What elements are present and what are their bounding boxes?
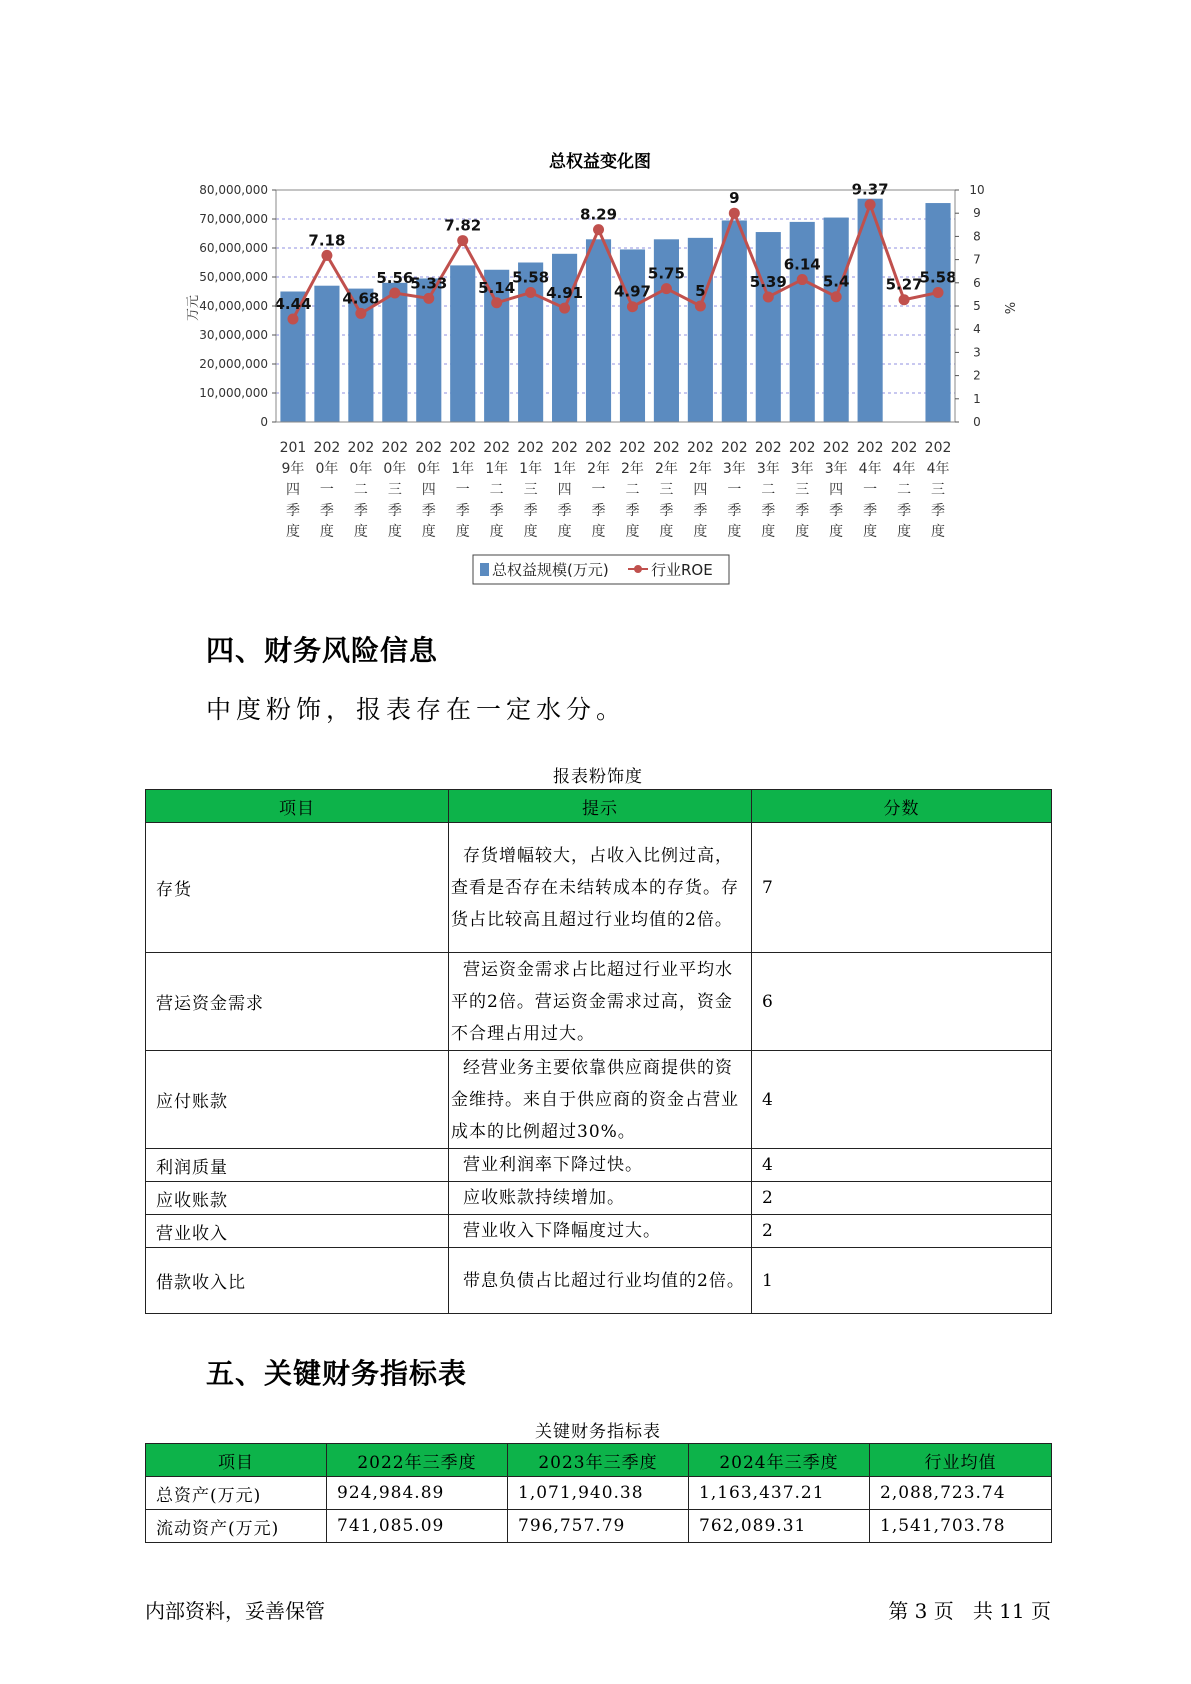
roe-point xyxy=(763,291,774,302)
x-category-label-line: 四 xyxy=(421,482,436,498)
x-category-label-line: 一 xyxy=(727,482,742,498)
header-hint: 提示 xyxy=(449,790,752,823)
roe-point xyxy=(389,288,400,299)
x-category-label-line: 季 xyxy=(591,503,606,519)
risk-score: 7 xyxy=(752,823,1052,953)
y-right-label: % xyxy=(1001,301,1016,315)
risk-hint: 营业利润率下降过快。 xyxy=(449,1149,752,1182)
bar xyxy=(314,286,339,422)
x-category-label-line: 0年 xyxy=(349,461,373,477)
x-category-label-line: 4年 xyxy=(926,461,950,477)
roe-point xyxy=(797,274,808,285)
x-category-label-line: 3年 xyxy=(790,461,814,477)
x-category-label xyxy=(891,440,918,540)
roe-data-label: 5.39 xyxy=(749,272,787,291)
x-category-label-line: 202 xyxy=(822,440,850,456)
x-category-label-line: 4年 xyxy=(858,461,882,477)
x-category-label-line: 二 xyxy=(897,482,912,498)
roe-data-label: 5.4 xyxy=(822,272,850,291)
table-row xyxy=(146,1477,1052,1510)
header-item: 项目 xyxy=(146,1444,327,1477)
x-category-label-line: 季 xyxy=(455,503,470,519)
x-category-label-line: 度 xyxy=(591,524,606,540)
x-category-label-line: 202 xyxy=(585,440,612,456)
x-category-label-line: 度 xyxy=(761,524,776,540)
metric-name: 总资产(万元) xyxy=(146,1477,327,1510)
x-category-label xyxy=(381,440,408,540)
metric-value: 1,541,703.78 xyxy=(870,1510,1052,1543)
x-category-label-line: 202 xyxy=(347,440,375,456)
risk-item: 借款收入比 xyxy=(146,1248,449,1314)
x-category-label-line: 季 xyxy=(285,503,300,519)
x-category-label-line: 季 xyxy=(421,503,436,519)
x-category-label-line: 202 xyxy=(619,440,646,456)
x-category-label-line: 四 xyxy=(829,482,844,498)
y-left-tick-label: 60,000,000 xyxy=(199,241,268,255)
roe-point xyxy=(287,313,298,324)
roe-data-label: 4.44 xyxy=(274,294,312,313)
roe-point xyxy=(525,287,536,298)
metrics-table-caption: 关键财务指标表 xyxy=(535,1422,661,1442)
y-left-tick-label: 20,000,000 xyxy=(199,357,268,371)
risk-summary: 中度粉饰，报表存在一定水分。 xyxy=(206,695,627,724)
y-right-tick-label: 2 xyxy=(973,368,981,383)
x-category-label-line: 度 xyxy=(353,524,368,540)
x-category-label-line: 3年 xyxy=(756,461,780,477)
risk-hint: 营业收入下降幅度过大。 xyxy=(449,1215,752,1248)
x-category-label-line: 二 xyxy=(625,482,640,498)
header-2023q3: 2023年三季度 xyxy=(508,1444,689,1477)
x-category-label-line: 季 xyxy=(693,503,708,519)
bar xyxy=(756,232,781,422)
table-row xyxy=(146,1051,1052,1149)
x-category-label-line: 1年 xyxy=(519,461,543,477)
roe-point xyxy=(593,224,604,235)
x-category-label-line: 二 xyxy=(761,482,776,498)
x-category-label-line: 度 xyxy=(659,524,674,540)
metric-name: 流动资产(万元) xyxy=(146,1510,327,1543)
x-category-label-line: 三 xyxy=(387,482,402,498)
bar xyxy=(722,220,747,422)
header-2022q3: 2022年三季度 xyxy=(327,1444,508,1477)
x-category-label xyxy=(449,440,476,540)
table-row xyxy=(146,1215,1052,1248)
header-2024q3: 2024年三季度 xyxy=(689,1444,870,1477)
chart-legend xyxy=(473,555,729,584)
roe-data-label: 8.29 xyxy=(580,205,618,224)
x-category-label-line: 季 xyxy=(625,503,640,519)
legend-line-marker xyxy=(634,565,642,573)
x-category-label-line: 度 xyxy=(319,524,334,540)
risk-score: 4 xyxy=(752,1149,1052,1182)
x-category-label-line: 0年 xyxy=(383,461,407,477)
risk-hint: 存货增幅较大，占收入比例过高，查看是否存在未结转成本的存货。存货占比较高且超过行业均值的2倍。 xyxy=(449,823,752,953)
x-category-label xyxy=(789,440,816,540)
risk-item: 应付账款 xyxy=(146,1051,449,1149)
roe-data-label: 5 xyxy=(695,282,706,300)
x-category-label-line: 1年 xyxy=(451,461,475,477)
x-category-label xyxy=(823,440,850,540)
x-category-label-line: 季 xyxy=(727,503,742,519)
risk-item: 营运资金需求 xyxy=(146,953,449,1051)
line-series xyxy=(274,181,956,325)
roe-point xyxy=(355,308,366,319)
bar-series xyxy=(280,199,950,422)
bar xyxy=(925,203,950,422)
roe-data-label: 9 xyxy=(729,189,740,208)
table-row xyxy=(146,1149,1052,1182)
roe-point xyxy=(423,293,434,304)
x-category-label-line: 0年 xyxy=(315,461,339,477)
roe-data-label: 5.58 xyxy=(512,268,550,287)
roe-point xyxy=(933,287,944,298)
x-category-label-line: 度 xyxy=(829,524,844,540)
metric-value: 2,088,723.74 xyxy=(870,1477,1052,1510)
roe-point xyxy=(627,301,638,312)
roe-point xyxy=(695,301,706,312)
bar xyxy=(450,265,475,422)
x-category-label-line: 度 xyxy=(387,524,402,540)
risk-table xyxy=(145,789,1052,1314)
bar xyxy=(824,218,849,422)
x-category-label-line: 202 xyxy=(449,440,477,456)
x-category-label xyxy=(619,440,646,540)
x-category-label-line: 度 xyxy=(489,524,504,540)
x-category-label-line: 季 xyxy=(829,503,844,519)
section4-heading: 四、财务风险信息 xyxy=(206,634,439,667)
x-category-label xyxy=(483,440,510,540)
risk-item: 营业收入 xyxy=(146,1215,449,1248)
risk-score: 2 xyxy=(752,1215,1052,1248)
risk-score: 2 xyxy=(752,1182,1052,1215)
table-row xyxy=(146,823,1052,953)
x-category-label-line: 度 xyxy=(795,524,810,540)
y-right-tick-label: 3 xyxy=(973,345,981,360)
y-right-tick-label: 6 xyxy=(973,275,981,290)
roe-point xyxy=(491,297,502,308)
x-category-label-line: 201 xyxy=(279,440,307,456)
legend-bar-swatch xyxy=(480,563,489,576)
x-category-label-line: 季 xyxy=(931,503,946,519)
y-left-label: 万元 xyxy=(186,294,201,322)
roe-data-label: 5.14 xyxy=(478,278,516,297)
roe-data-label: 4.68 xyxy=(342,289,380,308)
x-category-label xyxy=(857,440,884,540)
x-category-label-line: 度 xyxy=(693,524,708,540)
x-category-label-line: 202 xyxy=(856,440,884,456)
roe-data-label: 5.27 xyxy=(885,275,923,294)
x-category-label-line: 0年 xyxy=(417,461,441,477)
roe-point xyxy=(457,235,468,246)
roe-point xyxy=(661,283,672,294)
metric-value: 741,085.09 xyxy=(327,1510,508,1543)
x-category-label-line: 季 xyxy=(863,503,878,519)
x-category-label-line: 9年 xyxy=(281,461,305,477)
y-left-tick-label: 80,000,000 xyxy=(199,183,268,197)
x-category-label-line: 度 xyxy=(455,524,470,540)
x-category-label-line: 季 xyxy=(353,503,368,519)
x-category-label-line: 一 xyxy=(319,482,334,498)
x-category-label-line: 202 xyxy=(415,440,443,456)
x-category-label-line: 三 xyxy=(931,482,946,498)
bar xyxy=(382,283,407,422)
x-category-label-line: 202 xyxy=(517,440,544,456)
metrics-table-header xyxy=(146,1444,1052,1477)
roe-data-label: 7.18 xyxy=(308,231,346,250)
x-category-label-line: 季 xyxy=(897,503,912,519)
equity-chart-svg xyxy=(0,0,1191,600)
y-right-tick-label: 7 xyxy=(973,252,981,267)
x-category-label-line: 一 xyxy=(863,482,878,498)
x-category-label-line: 202 xyxy=(653,440,680,456)
risk-item: 存货 xyxy=(146,823,449,953)
x-category-label-line: 2年 xyxy=(688,461,712,477)
y-right-tick-label: 8 xyxy=(973,229,981,244)
x-category-label xyxy=(687,440,714,540)
x-category-label xyxy=(280,440,307,540)
table-row xyxy=(146,1510,1052,1543)
x-category-label xyxy=(653,440,680,540)
x-category-label-line: 季 xyxy=(523,503,538,519)
roe-data-label: 4.91 xyxy=(546,284,584,303)
bar xyxy=(688,238,713,422)
x-category-label xyxy=(415,440,442,540)
y-left-tick-label: 70,000,000 xyxy=(199,212,268,226)
roe-data-label: 7.82 xyxy=(444,216,482,235)
x-category-label xyxy=(925,440,952,540)
x-category-label-line: 1年 xyxy=(485,461,509,477)
x-category-label xyxy=(517,440,544,540)
x-category-label-line: 一 xyxy=(455,482,470,498)
x-category-label-line: 度 xyxy=(285,524,300,540)
x-category-label-line: 三 xyxy=(523,482,538,498)
x-category-label-line: 度 xyxy=(523,524,538,540)
roe-data-label: 9.37 xyxy=(851,180,889,199)
chart-title: 总权益变化图 xyxy=(549,152,651,172)
y-right-tick-label: 0 xyxy=(973,415,981,429)
roe-point xyxy=(559,303,570,314)
y-left-tick-label: 0 xyxy=(260,415,268,429)
metric-value: 762,089.31 xyxy=(689,1510,870,1543)
x-category-label-line: 季 xyxy=(319,503,334,519)
risk-score: 4 xyxy=(752,1051,1052,1149)
legend-line-label: 行业ROE xyxy=(651,561,713,579)
table-row xyxy=(146,953,1052,1051)
risk-item: 利润质量 xyxy=(146,1149,449,1182)
x-category-label-line: 3年 xyxy=(824,461,848,477)
x-category-label-line: 2年 xyxy=(621,461,644,477)
y-right-tick-label: 10 xyxy=(969,183,985,197)
risk-table-caption: 报表粉饰度 xyxy=(553,767,643,787)
roe-point xyxy=(865,199,876,210)
x-category-label-line: 三 xyxy=(795,482,810,498)
risk-score: 1 xyxy=(752,1248,1052,1314)
x-category-label-line: 度 xyxy=(421,524,436,540)
x-category-label-line: 202 xyxy=(924,440,952,456)
metrics-table xyxy=(145,1443,1052,1543)
metric-value: 1,163,437.21 xyxy=(689,1477,870,1510)
roe-point xyxy=(831,291,842,302)
footer-page-number: 第 3 页 共 11 页 xyxy=(888,1599,1051,1623)
x-category-label-line: 季 xyxy=(761,503,776,519)
roe-data-label: 5.75 xyxy=(647,264,685,283)
x-category-label-line: 季 xyxy=(659,503,674,519)
x-category-label xyxy=(348,440,375,540)
x-category-label-line: 度 xyxy=(625,524,640,540)
x-category-label xyxy=(314,440,341,540)
roe-data-label: 5.33 xyxy=(410,274,448,293)
header-item: 项目 xyxy=(146,790,449,823)
x-category-label xyxy=(721,440,748,540)
x-category-label-line: 202 xyxy=(483,440,511,456)
metric-value: 796,757.79 xyxy=(508,1510,689,1543)
x-category-label-line: 度 xyxy=(863,524,878,540)
y-left-tick-label: 10,000,000 xyxy=(199,386,268,400)
x-category-label xyxy=(755,440,782,540)
roe-point xyxy=(321,250,332,261)
equity-chart xyxy=(0,0,1191,600)
x-category-label xyxy=(585,440,612,540)
x-category-label-line: 202 xyxy=(890,440,918,456)
risk-hint: 经营业务主要依靠供应商提供的资金维持。来自于供应商的资金占营业成本的比例超过30%。 xyxy=(449,1051,752,1149)
x-category-label-line: 季 xyxy=(795,503,810,519)
roe-data-label: 5.56 xyxy=(376,269,414,288)
x-category-label-line: 一 xyxy=(591,482,606,498)
bar xyxy=(790,222,815,422)
bar xyxy=(620,249,645,422)
x-category-label-line: 度 xyxy=(897,524,912,540)
bar xyxy=(552,254,577,422)
risk-table-header xyxy=(146,790,1052,823)
y-left-tick-label: 50,000,000 xyxy=(199,270,268,284)
legend-bar-label: 总权益规模(万元) xyxy=(492,561,609,579)
x-category-label-line: 度 xyxy=(557,524,572,540)
roe-point xyxy=(729,208,740,219)
x-category-label-line: 二 xyxy=(353,482,368,498)
table-row xyxy=(146,1182,1052,1215)
x-category-label-line: 季 xyxy=(489,503,504,519)
risk-hint: 营运资金需求占比超过行业平均水平的2倍。营运资金需求过高，资金不合理占用过大。 xyxy=(449,953,752,1051)
y-right-tick-label: 4 xyxy=(973,322,981,337)
risk-item: 应收账款 xyxy=(146,1182,449,1215)
bar xyxy=(586,239,611,422)
y-right-tick-label: 9 xyxy=(973,206,981,221)
header-industry-avg: 行业均值 xyxy=(870,1444,1052,1477)
table-row xyxy=(146,1248,1052,1314)
metric-value: 924,984.89 xyxy=(327,1477,508,1510)
x-category-label-line: 四 xyxy=(557,482,572,498)
x-category-label-line: 二 xyxy=(489,482,504,498)
x-category-label-line: 4年 xyxy=(892,461,916,477)
roe-data-label: 6.14 xyxy=(783,255,821,274)
x-category-label-line: 1年 xyxy=(553,461,577,477)
risk-score: 6 xyxy=(752,953,1052,1051)
y-left-tick-label: 30,000,000 xyxy=(199,328,268,342)
x-category-label-line: 202 xyxy=(313,440,341,456)
x-category-label xyxy=(551,440,578,540)
roe-point xyxy=(899,294,910,305)
x-category-label-line: 202 xyxy=(720,440,748,456)
roe-data-label: 5.58 xyxy=(919,268,957,287)
footer-confidential: 内部资料，妥善保管 xyxy=(145,1599,325,1623)
header-score: 分数 xyxy=(752,790,1052,823)
x-category-label-line: 四 xyxy=(285,482,300,498)
x-category-label-line: 季 xyxy=(557,503,572,519)
roe-data-label: 4.97 xyxy=(613,282,651,301)
x-category-label-line: 202 xyxy=(687,440,714,456)
x-category-label-line: 2年 xyxy=(654,461,678,477)
x-category-label-line: 三 xyxy=(659,482,674,498)
risk-hint: 带息负债占比超过行业均值的2倍。 xyxy=(449,1248,752,1314)
y-left-tick-label: 40,000,000 xyxy=(199,299,268,313)
section5-heading: 五、关键财务指标表 xyxy=(206,1357,468,1390)
x-category-label-line: 3年 xyxy=(722,461,746,477)
y-right-tick-label: 5 xyxy=(973,299,981,313)
x-category-label-line: 四 xyxy=(693,482,708,498)
x-category-label-line: 季 xyxy=(387,503,402,519)
risk-hint: 应收账款持续增加。 xyxy=(449,1182,752,1215)
x-category-label-line: 202 xyxy=(788,440,816,456)
x-category-label-line: 202 xyxy=(551,440,578,456)
x-category-label-line: 202 xyxy=(381,440,409,456)
x-category-label-line: 2年 xyxy=(587,461,610,477)
x-category-label-line: 度 xyxy=(727,524,742,540)
x-category-label-line: 202 xyxy=(754,440,782,456)
metric-value: 1,071,940.38 xyxy=(508,1477,689,1510)
y-right-tick-label: 1 xyxy=(973,391,981,406)
x-category-label-line: 度 xyxy=(931,524,946,540)
